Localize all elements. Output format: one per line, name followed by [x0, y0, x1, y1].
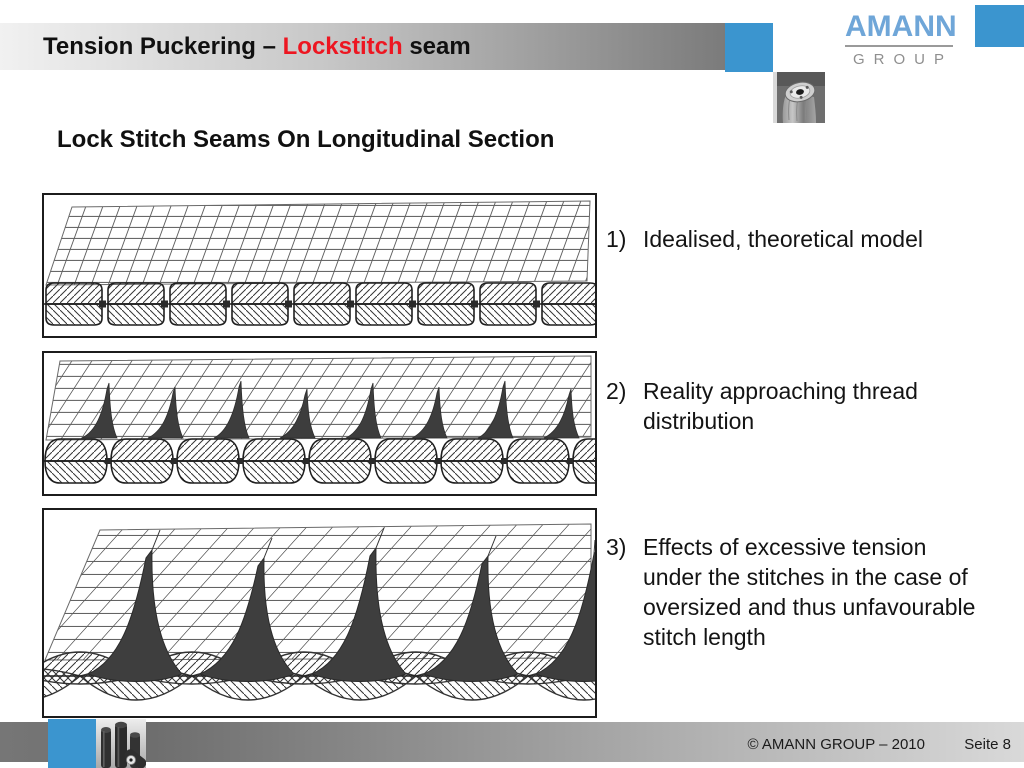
section-heading: Lock Stitch Seams On Longitudinal Section — [57, 126, 555, 153]
figure-reality-model — [42, 351, 597, 496]
amann-group-logo — [845, 10, 957, 68]
excessive-tension-seam-drawing — [44, 510, 595, 716]
footer-copyright: © AMANN GROUP – 2010 — [747, 736, 925, 753]
caption-1-number: 1) — [606, 226, 627, 252]
logo-divider — [845, 45, 953, 47]
thread-cones-drawing — [96, 719, 146, 768]
caption-2-number: 2) — [606, 378, 627, 404]
caption-2-text: Reality approaching thread distribution — [643, 378, 918, 434]
thread-cones-photo — [96, 719, 146, 768]
caption-1-text: Idealised, theoretical model — [643, 226, 923, 252]
reality-seam-drawing — [44, 353, 595, 494]
thread-spool-photo — [773, 72, 825, 123]
title-prefix: Tension Puckering – — [43, 32, 283, 60]
logo-group-text: GROUP — [853, 51, 954, 68]
header-accent-square — [725, 23, 773, 72]
thread-spool-drawing — [773, 72, 825, 123]
header-bar — [0, 23, 725, 70]
title-highlight: Lockstitch — [282, 32, 403, 60]
caption-1 — [606, 224, 988, 254]
title-suffix: seam — [402, 32, 471, 60]
idealised-seam-drawing — [44, 195, 595, 336]
corner-accent-square — [975, 5, 1024, 47]
figure-excessive-tension — [42, 508, 597, 718]
slide-title — [43, 33, 471, 61]
footer-accent-square — [48, 719, 96, 768]
caption-3 — [606, 532, 988, 652]
caption-2 — [606, 376, 988, 436]
figure-idealised-model — [42, 193, 597, 338]
logo-brand-text: AMANN — [845, 10, 957, 43]
caption-3-number: 3) — [606, 534, 627, 560]
footer-page-number: Seite 8 — [964, 736, 1011, 753]
caption-3-text: Effects of excessive tension under the stitches in the case of oversized and thus unfavourable stitch length — [643, 534, 976, 650]
